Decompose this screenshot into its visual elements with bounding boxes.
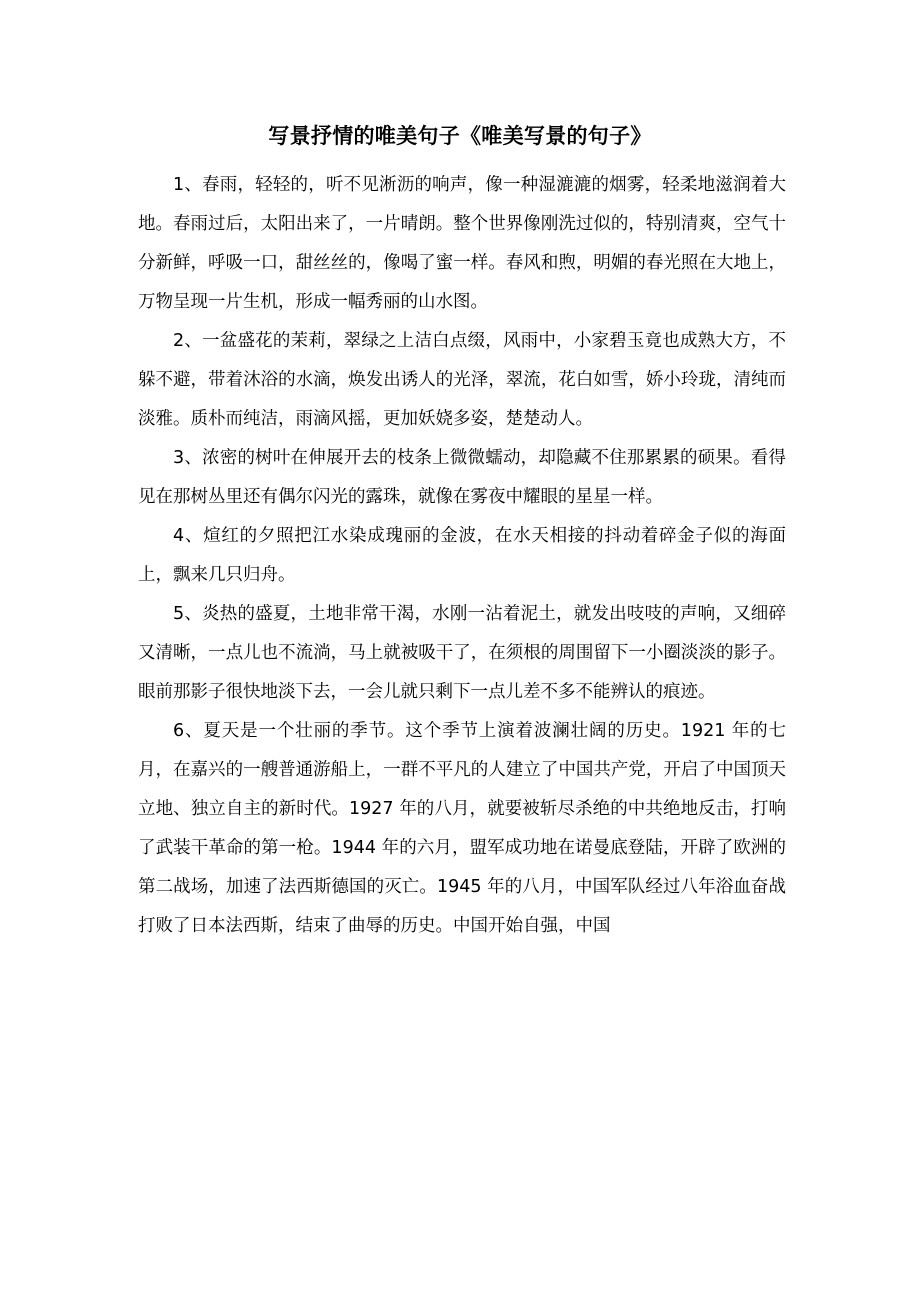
paragraph-1: 1、春雨，轻轻的，听不见淅沥的响声，像一种湿漉漉的烟雾，轻柔地滋润着大地。春雨过后，太阳出来了，一片晴朗。整个世界像刚洗过似的，特别清爽，空气十分新鲜，呼吸一口，甜丝丝的，像喝了蜜一样。春风和煦，明媚的春光照在大地上，万物呈现一片生机，形成一幅秀丽的山水图。 xyxy=(138,175,786,312)
document-title: 写景抒情的唯美句子《唯美写景的句子》 xyxy=(268,124,652,148)
document-body xyxy=(138,166,786,946)
paragraph-5: 5、炎热的盛夏，土地非常干渴，水刚一沾着泥土，就发出吱吱的声响，又细碎又清晰，一点儿也不流淌，马上就被吸干了，在须根的周围留下一小圈淡淡的影子。眼前那影子很快地淡下去，一会儿就只剩下一点儿差不多不能辨认的痕迹。 xyxy=(138,604,786,702)
paragraph-4: 4、煊红的夕照把江水染成瑰丽的金波，在水天相接的抖动着碎金子似的海面上，飘来几只归舟。 xyxy=(138,526,786,585)
paragraph-3: 3、浓密的树叶在伸展开去的枝条上微微蠕动，却隐藏不住那累累的硕果。看得见在那树丛里还有偶尔闪光的露珠，就像在雾夜中耀眼的星星一样。 xyxy=(138,448,786,507)
paragraph-2: 2、一盆盛花的茉莉，翠绿之上洁白点缀，风雨中，小家碧玉竟也成熟大方，不躲不避，带着沐浴的水滴，焕发出诱人的光泽，翠流，花白如雪，娇小玲珑，清纯而淡雅。质朴而纯洁，雨滴风摇，更加妖娆多姿，楚楚动人。 xyxy=(138,331,786,429)
paragraph-6: 6、夏天是一个壮丽的季节。这个季节上演着波澜壮阔的历史。1921 年的七月，在嘉兴的一艘普通游船上，一群不平凡的人建立了中国共产党，开启了中国顶天立地、独立自主的新时代。1927 年的八月，就要被斩尽杀绝的中共绝地反击，打响了武装干革命的第一枪。1944 年的六月，盟军成功地在诺曼底登陆，开辟了欧洲的第二战场，加速了法西斯德国的灭亡。1945 年的八月，中国军队经过八年浴血奋战打败了日本法西斯，结束了曲辱的历史。中国开始自强，中国 xyxy=(138,721,786,936)
